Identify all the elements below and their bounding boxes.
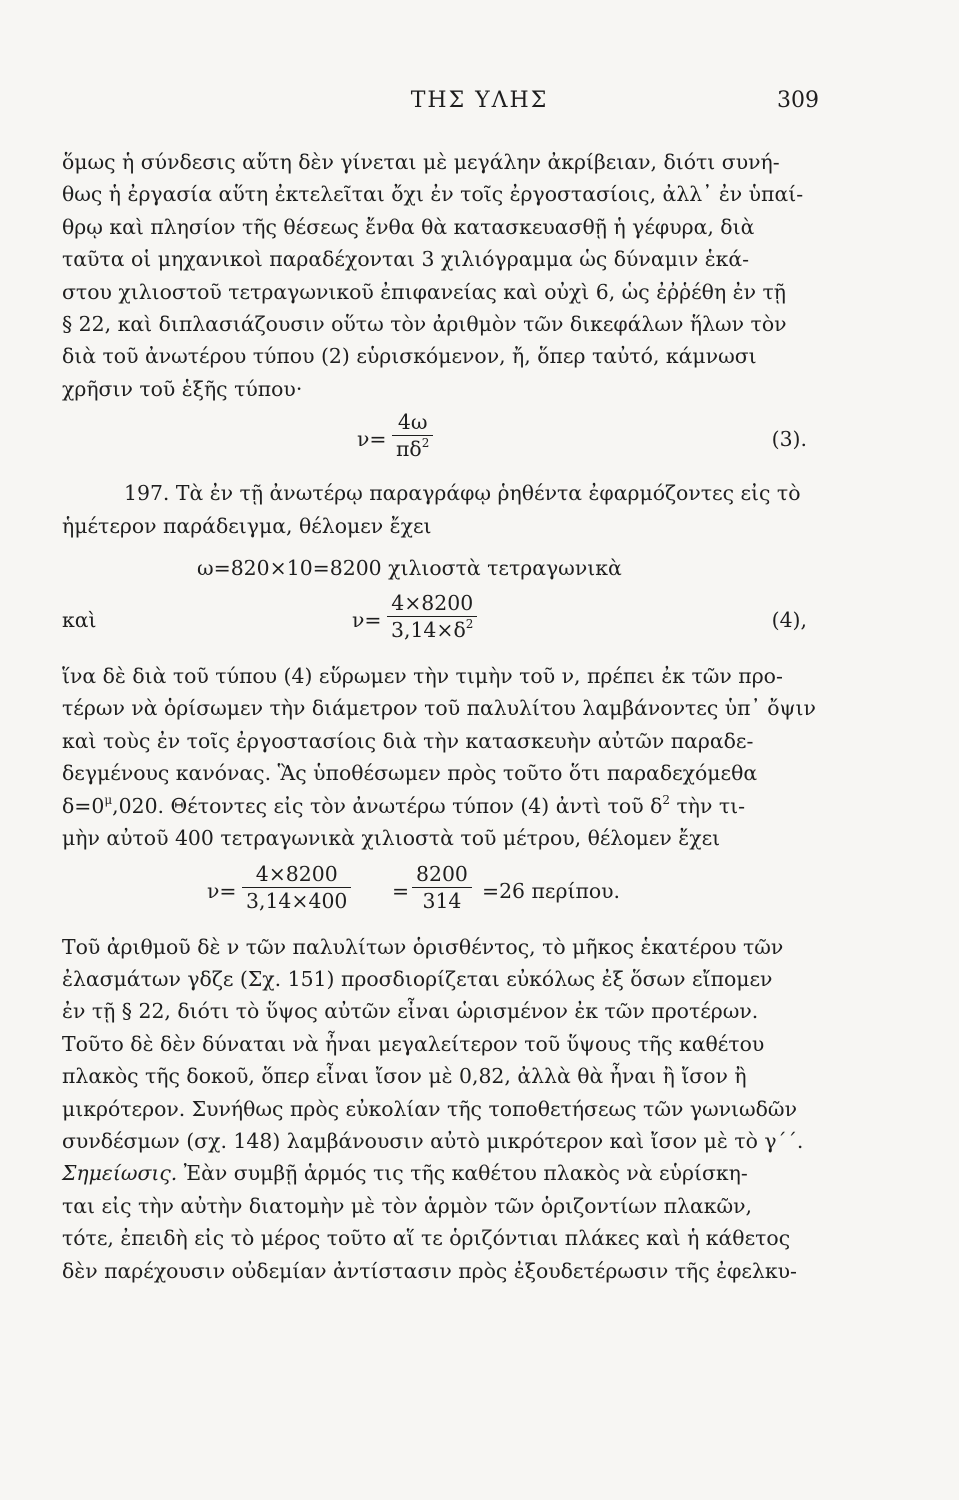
numerator: 8200: [416, 861, 468, 886]
page-body: [62, 146, 816, 1287]
text-line: μικρότερον. Συνήθως πρὸς εὐκολίαν τῆς τοποθετήσεως τῶν γωνιωδῶν: [62, 1096, 797, 1121]
denominator: $\pi\delta^2$: [396, 436, 430, 462]
text-line: καὶ τοὺς ἐν τοῖς ἐργοστασίοις διὰ τὴν κατασκευὴν αὐτῶν παραδε-: [62, 728, 754, 753]
fraction: [387, 590, 477, 643]
numerator: 4×8200: [391, 591, 474, 616]
equation-result: =26 περίπου.: [482, 878, 621, 903]
text-line: ἐλασμάτων γδζε (Σχ. 151) προσδιορίζεται εὐκόλως ἐξ ὅσων εἴπομεν: [62, 966, 773, 991]
text-line: 197. Τὰ ἐν τῇ ἀνωτέρῳ παραγράφῳ ῥηθέντα ἐφαρμόζοντες εἰς τὸ: [124, 481, 801, 506]
numerator: 4×8200: [255, 861, 338, 886]
text-line: ἐν τῇ § 22, διότι τὸ ὕψος αὐτῶν εἶναι ὡρισμένον ἐκ τῶν προτέρων.: [62, 999, 759, 1024]
equation-tag: (4),: [771, 608, 807, 633]
text-line: Σημείωσις. Ἐὰν συμβῇ ἁρμός τις τῆς καθέτου πλακὸς νὰ εὑρίσκη-: [62, 1161, 748, 1186]
equation-lead: καὶ: [62, 608, 97, 633]
equation-4: [62, 590, 807, 648]
equation-omega: ω=820×10=8200 χιλιοστὰ τετραγωνικὰ: [197, 556, 622, 581]
equation-lhs: ν=: [207, 878, 237, 903]
paragraph-note: [62, 1157, 807, 1287]
text-line: στου χιλιοστοῦ τετραγωνικοῦ ἐπιφανείας καὶ οὐχὶ 6, ὡς ἐῤῥέθη ἐν τῇ: [62, 279, 786, 304]
text-line: Τοῦτο δὲ δὲν δύναται νὰ ἦναι μεγαλείτερον τοῦ ὕψους τῆς καθέτου: [62, 1031, 765, 1056]
text-line: $\delta=0^\mu,020$. Θέτοντες εἰς τὸν ἀνωτέρω τύπον (4) ἀντὶ τοῦ $\delta^2$ τὴν τι-: [62, 792, 746, 818]
denominator: 3,14×400: [246, 888, 348, 913]
text-line: δεγμένους κανόνας. Ἃς ὑποθέσωμεν πρὸς τοῦτο ὅτι παραδεχόμεθα: [62, 761, 758, 786]
text-line: ἡμέτερον παράδειγμα, θέλομεν ἔχει: [62, 513, 432, 538]
equation-lhs: ν=: [352, 608, 382, 633]
denominator: 314: [422, 888, 462, 913]
text-line: τέρων νὰ ὁρίσωμεν τὴν διάμετρον τοῦ παλυλίτου λαμβάνοντες ὑπ᾽ ὄψιν: [62, 696, 816, 721]
equation-lhs: ν=: [357, 427, 387, 452]
text-line: § 22, καὶ διπλασιάζουσιν οὕτω τὸν ἀριθμὸν τῶν δικεφάλων ἥλων τὸν: [62, 312, 787, 337]
numerator: 4ω: [397, 410, 428, 435]
text-line: Τοῦ ἀριθμοῦ δὲ ν τῶν παλυλίτων ὁρισθέντος, τὸ μῆκος ἑκατέρου τῶν: [62, 934, 784, 959]
page-header: [0, 88, 959, 128]
fraction: [392, 409, 433, 462]
text-line: ταῦτα οἱ μηχανικοὶ παραδέχονται 3 χιλιόγραμμα ὡς δύναμιν ἑκά-: [62, 247, 750, 272]
page-number: 309: [777, 88, 819, 113]
text-line: ται εἰς τὴν αὐτὴν διατομὴν μὲ τὸν ἁρμὸν τῶν ὁριζοντίων πλακῶν,: [62, 1193, 753, 1218]
note-label: Σημείωσις.: [62, 1161, 178, 1186]
paragraph-4: [62, 931, 807, 1158]
equation-5: [62, 861, 807, 919]
text-line: πλακὸς τῆς δοκοῦ, ὅπερ εἶναι ἴσον μὲ 0,82, ἀλλὰ θὰ ἦναι ἢ ἴσον ἢ: [62, 1064, 747, 1089]
paragraph-3: [62, 660, 816, 854]
text-line: ἵνα δὲ διὰ τοῦ τύπου (4) εὕρωμεν τὴν τιμὴν τοῦ ν, πρέπει ἐκ τῶν προ-: [62, 664, 783, 689]
equation-3: [62, 409, 807, 467]
text-line: τότε, ἐπειδὴ εἰς τὸ μέρος τοῦτο αἵ τε ὁριζόντιαι πλάκες καὶ ἡ κάθετος: [62, 1226, 791, 1251]
denominator: $3,14\times\delta^2$: [391, 617, 474, 643]
text-line: θρῳ καὶ πλησίον τῆς θέσεως ἔνθα θὰ κατασκευασθῇ ἡ γέφυρα, διὰ: [62, 214, 755, 239]
text-line: μὴν αὐτοῦ 400 τετραγωνικὰ χιλιοστὰ τοῦ μέτρου, θέλομεν ἔχει: [62, 826, 721, 851]
equation-tag: (3).: [771, 427, 807, 452]
paragraph-197: [62, 477, 807, 542]
fraction-1: [242, 861, 351, 914]
text-line: συνδέσμων (σχ. 148) λαμβάνουσιν αὐτὸ μικρότερον καὶ ἴσον μὲ τὸ γ΄΄.: [62, 1128, 804, 1153]
running-head: ΤΗΣ ΥΛΗΣ: [410, 88, 549, 113]
text-line: δὲν παρέχουσιν οὐδεμίαν ἀντίστασιν πρὸς ἐξουδετέρωσιν τῆς ἐφελκυ-: [62, 1258, 797, 1283]
equals-sign: =: [392, 878, 410, 903]
paragraph-1: [62, 146, 807, 405]
text-line: ὅμως ἡ σύνδεσις αὕτη δὲν γίνεται μὲ μεγάλην ἀκρίβειαν, διότι συνή-: [62, 150, 780, 174]
text-line: διὰ τοῦ ἀνωτέρου τύπου (2) εὑρισκόμενον, ἤ, ὅπερ ταὐτό, κάμνωσι: [62, 344, 757, 369]
text-line: θως ἡ ἐργασία αὕτη ἐκτελεῖται ὄχι ἐν τοῖς ἐργοστασίοις, ἀλλ᾽ ἐν ὑπαί-: [62, 182, 804, 207]
text-line: χρῆσιν τοῦ ἑξῆς τύπου·: [62, 376, 303, 401]
fraction-2: [412, 861, 472, 914]
